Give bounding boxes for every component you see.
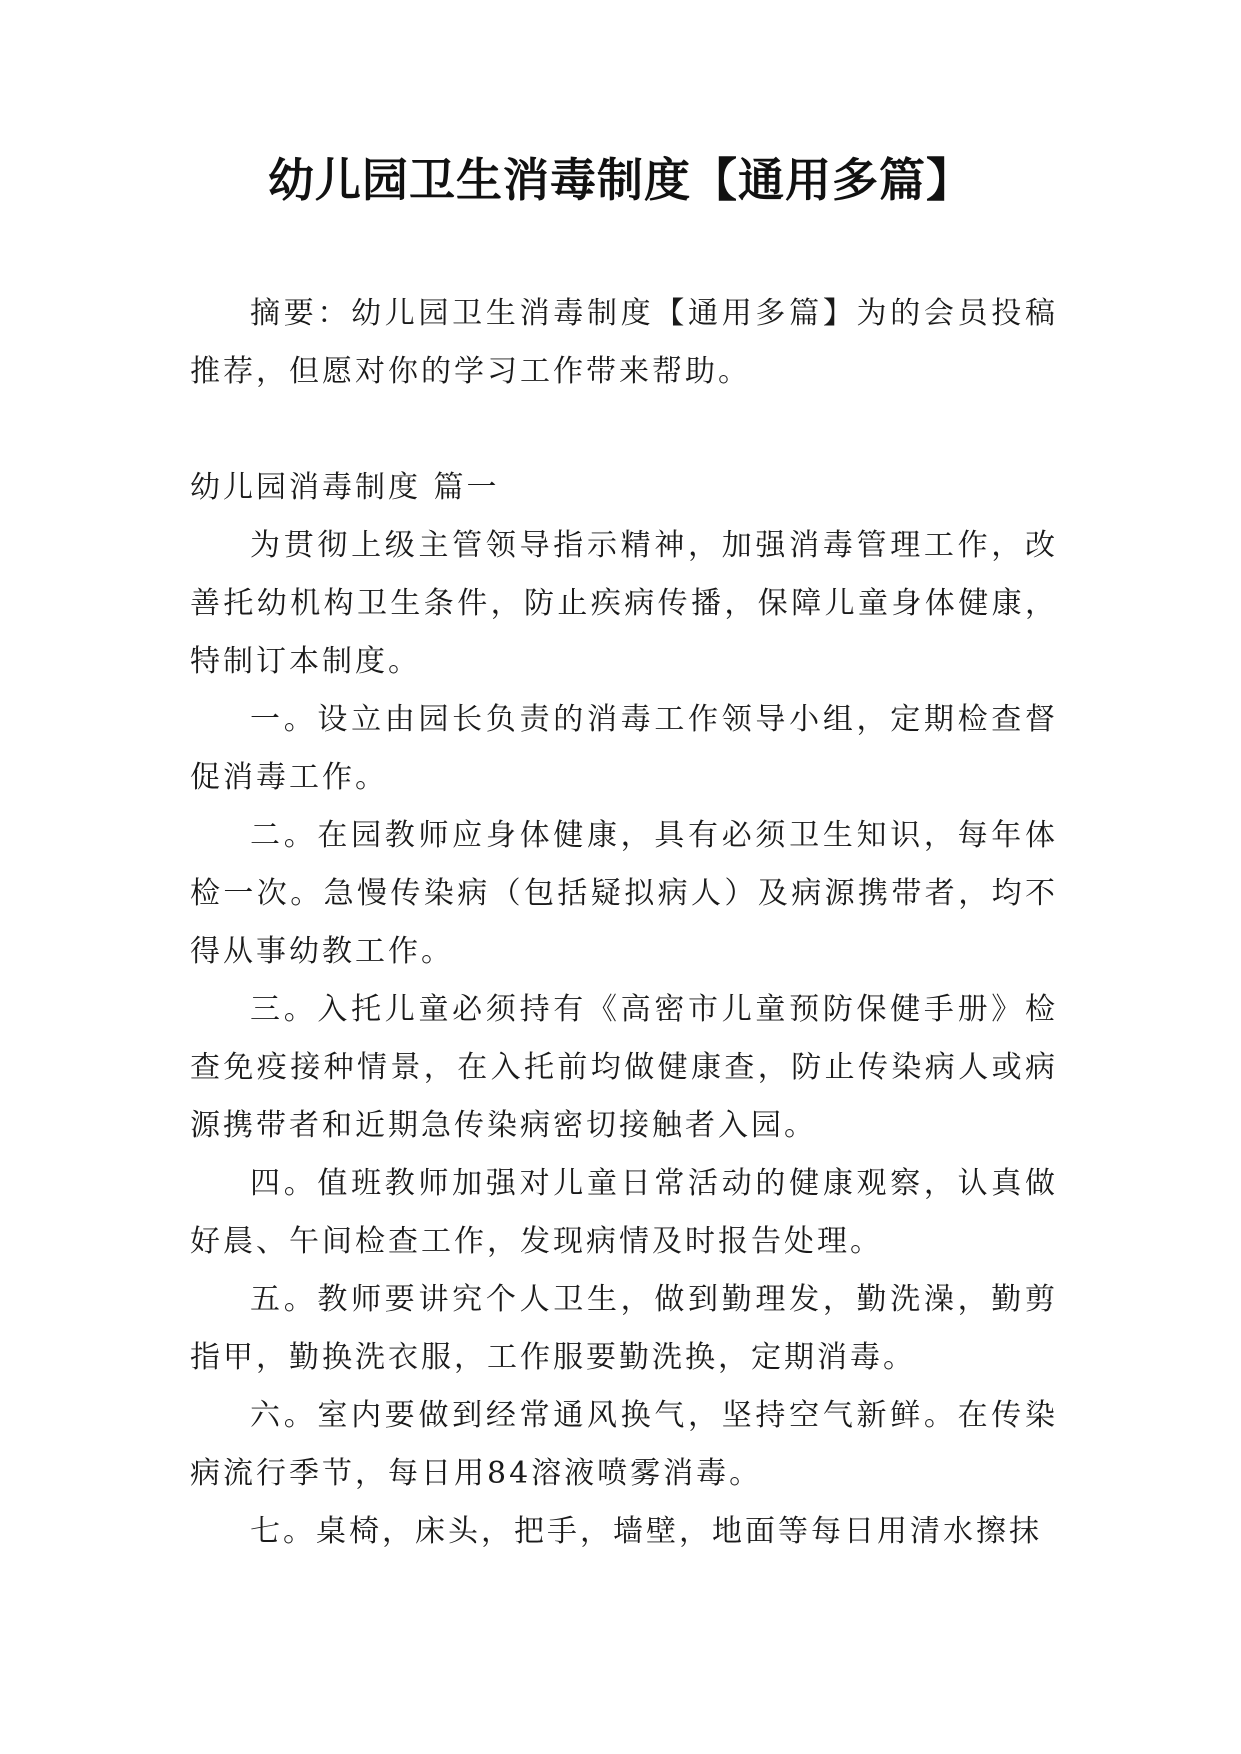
body-paragraph: 三。入托儿童必须持有《高密市儿童预防保健手册》检查免疫接种情景，在入托前均做健康查，防止传染病人或病源携带者和近期急传染病密切接触者入园。 xyxy=(190,992,1058,1143)
body-paragraph: 五。教师要讲究个人卫生，做到勤理发，勤洗澡，勤剪指甲，勤换洗衣服，工作服要勤洗换，定期消毒。 xyxy=(190,1282,1058,1375)
body-paragraph: 二。在园教师应身体健康，具有必须卫生知识，每年体检一次。急慢传染病（包括疑拟病人）及病源携带者，均不得从事幼教工作。 xyxy=(190,818,1058,969)
section-heading: 幼儿园消毒制度 篇一 xyxy=(190,470,500,505)
document-body xyxy=(190,285,1058,1561)
abstract-paragraph: 摘要：幼儿园卫生消毒制度【通用多篇】为的会员投稿推荐，但愿对你的学习工作带来帮助。 xyxy=(190,296,1058,389)
body-paragraph: 七。桌椅，床头，把手，墙壁，地面等每日用清水擦抹 xyxy=(250,1514,1042,1549)
body-paragraph: 一。设立由园长负责的消毒工作领导小组，定期检查督促消毒工作。 xyxy=(190,702,1058,795)
body-paragraph: 为贯彻上级主管领导指示精神，加强消毒管理工作，改善托幼机构卫生条件，防止疾病传播，保障儿童身体健康，特制订本制度。 xyxy=(190,528,1058,679)
document-title: 幼儿园卫生消毒制度【通用多篇】 xyxy=(268,153,973,207)
body-paragraph: 六。室内要做到经常通风换气，坚持空气新鲜。在传染病流行季节，每日用84溶液喷雾消毒。 xyxy=(190,1398,1058,1491)
body-paragraph: 四。值班教师加强对儿童日常活动的健康观察，认真做好晨、午间检查工作，发现病情及时报告处理。 xyxy=(190,1166,1058,1259)
